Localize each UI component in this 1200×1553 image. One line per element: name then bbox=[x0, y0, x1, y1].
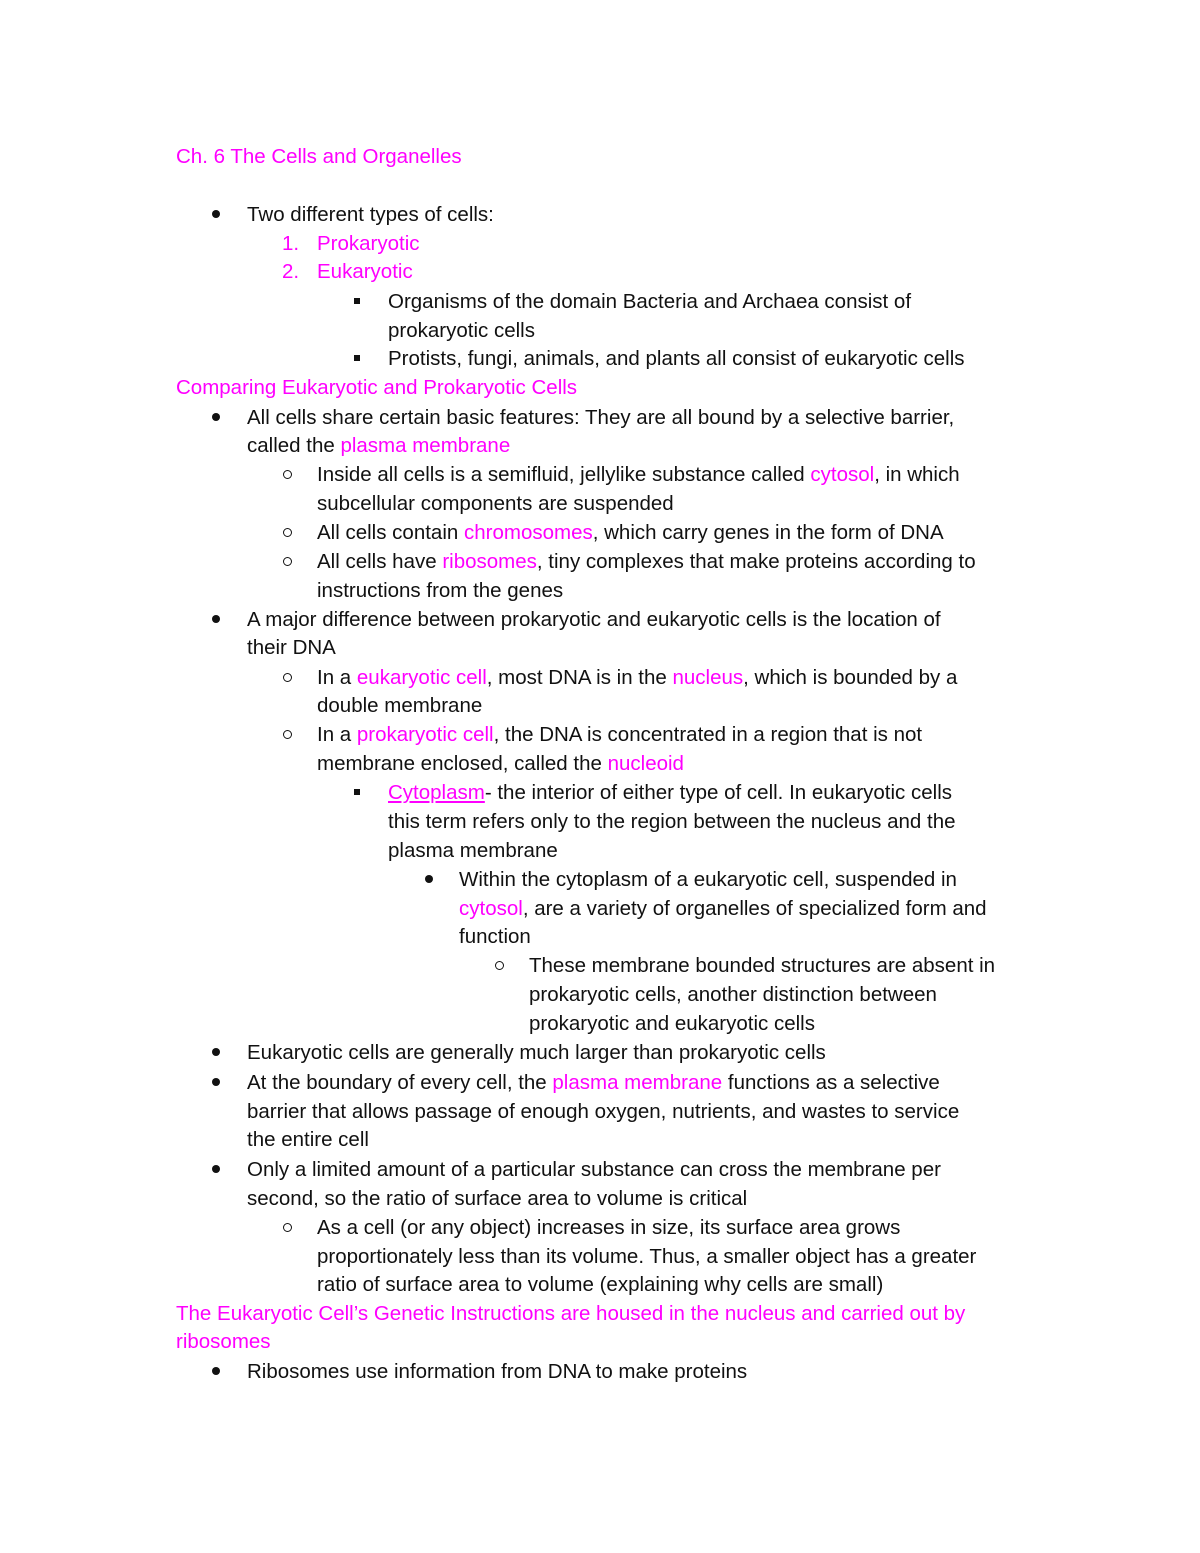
bullet-dot bbox=[212, 615, 220, 623]
term-highlight: chromosomes bbox=[463, 521, 593, 544]
list-item-continued: this term refers only to the region between the nucleus and the bbox=[388, 810, 956, 833]
bullet-dot bbox=[212, 1078, 220, 1086]
list-item: Inside all cells is a semifluid, jellylike substance called cytosol, in which bbox=[317, 463, 960, 486]
list-item: Eukaryotic bbox=[317, 260, 413, 283]
bullet-circle bbox=[283, 557, 292, 566]
list-item-continued: the entire cell bbox=[247, 1128, 369, 1151]
list-item: Two different types of cells: bbox=[247, 203, 494, 226]
bullet-circle bbox=[283, 1223, 292, 1232]
list-item-continued: prokaryotic cells bbox=[388, 319, 535, 342]
list-item-continued: plasma membrane bbox=[388, 839, 558, 862]
list-item: In a eukaryotic cell, most DNA is in the nucleus, which is bounded by a bbox=[317, 666, 958, 689]
bullet-square bbox=[354, 298, 360, 304]
term-highlight: cytosol bbox=[810, 463, 875, 486]
list-number: 1. bbox=[282, 232, 300, 255]
bullet-dot bbox=[425, 875, 433, 883]
list-item-continued: second, so the ratio of surface area to volume is critical bbox=[247, 1187, 748, 1210]
list-item-continued: called the plasma membrane bbox=[247, 434, 511, 457]
bullet-dot bbox=[212, 1367, 220, 1375]
list-item-continued: function bbox=[459, 925, 531, 948]
term-highlight: prokaryotic cell bbox=[356, 723, 494, 746]
list-item-continued: instructions from the genes bbox=[317, 579, 564, 602]
page-title: Ch. 6 The Cells and Organelles bbox=[176, 145, 462, 168]
list-number: 2. bbox=[282, 260, 300, 283]
list-item: Eukaryotic cells are generally much larger than prokaryotic cells bbox=[247, 1041, 826, 1064]
list-item: Ribosomes use information from DNA to make proteins bbox=[247, 1360, 748, 1383]
term-highlight: plasma membrane bbox=[552, 1071, 723, 1094]
list-item-continued: prokaryotic cells, another distinction between bbox=[529, 983, 937, 1006]
list-item: In a prokaryotic cell, the DNA is concentrated in a region that is not bbox=[317, 723, 923, 746]
bullet-circle bbox=[495, 961, 504, 970]
bullet-circle bbox=[283, 528, 292, 537]
term-highlight: ribosomes bbox=[442, 550, 537, 573]
bullet-dot bbox=[212, 1048, 220, 1056]
list-item: All cells have ribosomes, tiny complexes that make proteins according to bbox=[317, 550, 976, 573]
list-item-continued: ratio of surface area to volume (explaining why cells are small) bbox=[317, 1273, 884, 1296]
section-heading: The Eukaryotic Cell’s Genetic Instructions are housed in the nucleus and carried out by bbox=[176, 1302, 966, 1325]
list-item: All cells share certain basic features: They are all bound by a selective barrier, bbox=[247, 406, 955, 429]
bullet-circle bbox=[283, 673, 292, 682]
list-item: Cytoplasm- the interior of either type of cell. In eukaryotic cells bbox=[388, 781, 952, 804]
list-item-continued: prokaryotic and eukaryotic cells bbox=[529, 1012, 815, 1035]
bullet-square bbox=[354, 789, 360, 795]
bullet-dot bbox=[212, 210, 220, 218]
bullet-circle bbox=[283, 470, 292, 479]
bullet-dot bbox=[212, 1165, 220, 1173]
list-item-continued: barrier that allows passage of enough oxygen, nutrients, and wastes to service bbox=[247, 1100, 960, 1123]
list-item: At the boundary of every cell, the plasma membrane functions as a selective bbox=[247, 1071, 940, 1094]
list-item: These membrane bounded structures are absent in bbox=[529, 954, 996, 977]
list-item-continued: subcellular components are suspended bbox=[317, 492, 674, 515]
list-item: Only a limited amount of a particular substance can cross the membrane per bbox=[247, 1158, 941, 1181]
section-heading: Comparing Eukaryotic and Prokaryotic Cells bbox=[176, 376, 578, 399]
term-highlight: nucleoid bbox=[607, 752, 684, 775]
section-heading-continued: ribosomes bbox=[176, 1330, 271, 1353]
bullet-square bbox=[354, 355, 360, 361]
term-highlight: Cytoplasm bbox=[388, 781, 485, 804]
list-item: As a cell (or any object) increases in size, its surface area grows bbox=[317, 1216, 901, 1239]
term-highlight: cytosol bbox=[459, 897, 523, 920]
list-item-continued: membrane enclosed, called the nucleoid bbox=[317, 752, 684, 775]
list-item: Organisms of the domain Bacteria and Archaea consist of bbox=[388, 290, 912, 313]
term-highlight: nucleus bbox=[672, 666, 744, 689]
list-item-continued: cytosol, are a variety of organelles of specialized form and bbox=[459, 897, 987, 920]
list-item-continued: proportionately less than its volume. Thus, a smaller object has a greater bbox=[317, 1245, 977, 1268]
list-item: All cells contain chromosomes, which carry genes in the form of DNA bbox=[317, 521, 944, 544]
list-item: Within the cytoplasm of a eukaryotic cell, suspended in bbox=[459, 868, 957, 891]
list-item-continued: their DNA bbox=[247, 636, 336, 659]
term-highlight: plasma membrane bbox=[340, 434, 511, 457]
list-item: Prokaryotic bbox=[317, 232, 420, 255]
bullet-dot bbox=[212, 413, 220, 421]
list-item-continued: double membrane bbox=[317, 694, 483, 717]
bullet-circle bbox=[283, 730, 292, 739]
list-item: Protists, fungi, animals, and plants all consist of eukaryotic cells bbox=[388, 347, 965, 370]
term-highlight: eukaryotic cell bbox=[356, 666, 487, 689]
list-item: A major difference between prokaryotic and eukaryotic cells is the location of bbox=[247, 608, 941, 631]
